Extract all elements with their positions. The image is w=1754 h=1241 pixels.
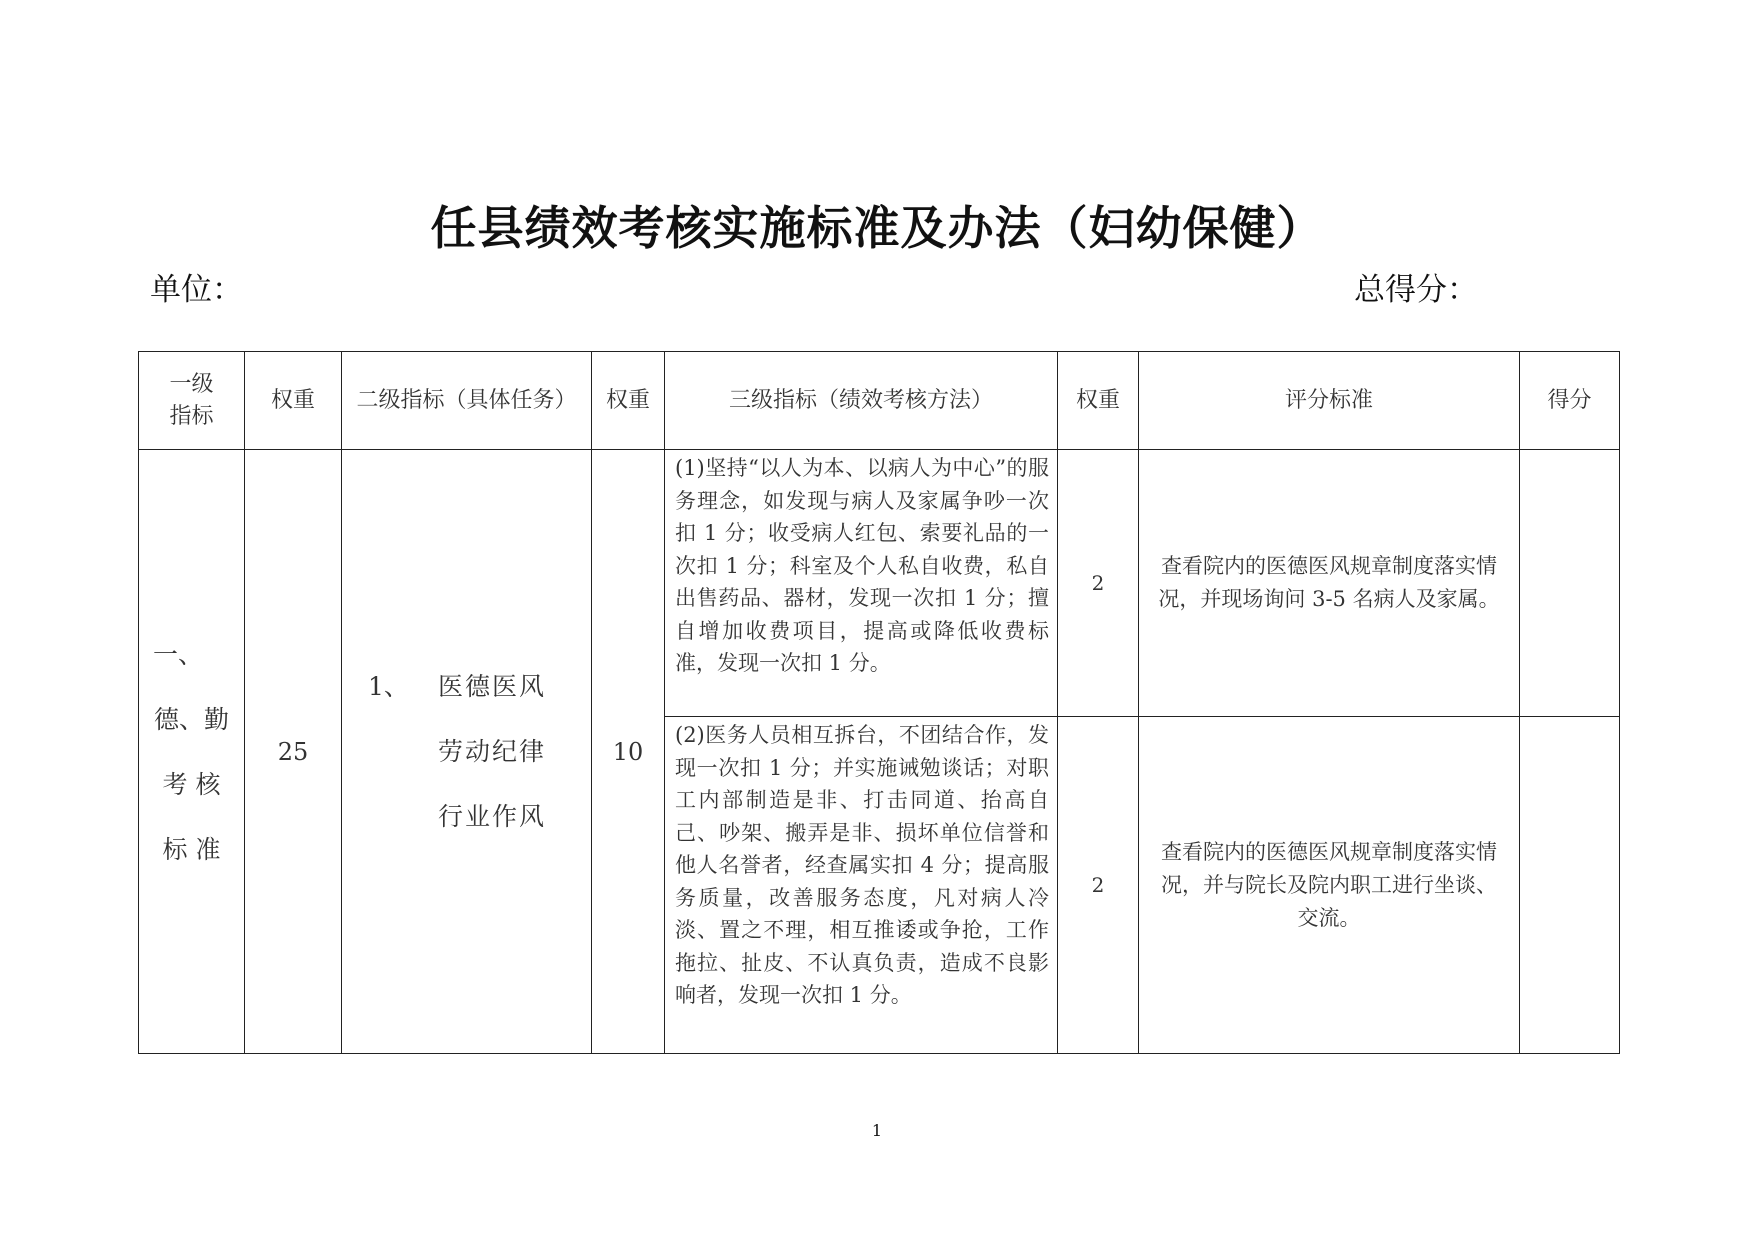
- level3-weight: 2: [1058, 717, 1139, 1054]
- header-weight2: 权重: [592, 352, 665, 450]
- table-row: [139, 450, 1620, 717]
- header-weight1: 权重: [245, 352, 342, 450]
- assessment-table: [138, 351, 1620, 1054]
- page-number: 1: [871, 1121, 883, 1140]
- level2-line: 医德医风: [438, 672, 547, 701]
- header-level2: 二级指标（具体任务）: [342, 352, 592, 450]
- level1-line: 德、勤: [153, 704, 229, 734]
- unit-label: 单位：: [150, 272, 243, 308]
- header-level3: 三级指标（绩效考核方法）: [665, 352, 1058, 450]
- document-title: 任县绩效考核实施标准及办法（妇幼保健）: [430, 201, 1324, 255]
- scoring-criteria: 查看院内的医德医风规章制度落实情况，并现场询问 3-5 名病人及家属。: [1139, 450, 1520, 717]
- score-cell[interactable]: [1520, 450, 1620, 717]
- level1-line: 标 准: [162, 834, 221, 864]
- level3-method: (1)坚持“以人为本、以病人为中心”的服务理念，如发现与病人及家属争吵一次扣 1 分；收受病人红包、索要礼品的一次扣 1 分；科室及个人私自收费，私自出售药品、器材，发现一次扣 1 分；擅自增加收费项目，提高或降低收费标准，发现一次扣 1 分。: [665, 450, 1058, 717]
- header-row: [139, 352, 1620, 450]
- header-level1-line1: 一级: [169, 371, 214, 397]
- total-score-label: 总得分：: [1354, 272, 1478, 308]
- level2-weight: 10: [592, 450, 665, 1054]
- level2-line: 行业作风: [438, 802, 547, 831]
- level3-method: (2)医务人员相互拆台，不团结合作，发现一次扣 1 分；并实施诫勉谈话；对职工内部制造是非、打击同道、抬高自己、吵架、搬弄是非、损坏单位信誉和他人名誉者，经查属实扣 4 分；提高服务质量，改善服务态度，凡对病人冷淡、置之不理，相互推诿或争抢，工作拖拉、扯皮、不认真负责，造成不良影响者，发现一次扣 1 分。: [665, 717, 1058, 1054]
- score-cell[interactable]: [1520, 717, 1620, 1054]
- level2-indicator: [342, 450, 592, 1054]
- level1-weight: 25: [245, 450, 342, 1054]
- header-level1: [139, 352, 245, 450]
- level1-indicator: [139, 450, 245, 1054]
- level1-line: 考 核: [162, 769, 221, 799]
- header-criteria: 评分标准: [1139, 352, 1520, 450]
- level2-line: 劳动纪律: [438, 737, 547, 766]
- scoring-criteria: 查看院内的医德医风规章制度落实情况，并与院长及院内职工进行坐谈、交流。: [1139, 717, 1520, 1054]
- header-weight3: 权重: [1058, 352, 1139, 450]
- header-score: 得分: [1520, 352, 1620, 450]
- header-level1-line2: 指标: [169, 403, 214, 429]
- level2-number: 1、: [368, 672, 409, 701]
- level3-weight: 2: [1058, 450, 1139, 717]
- level1-number: 一、: [153, 639, 204, 669]
